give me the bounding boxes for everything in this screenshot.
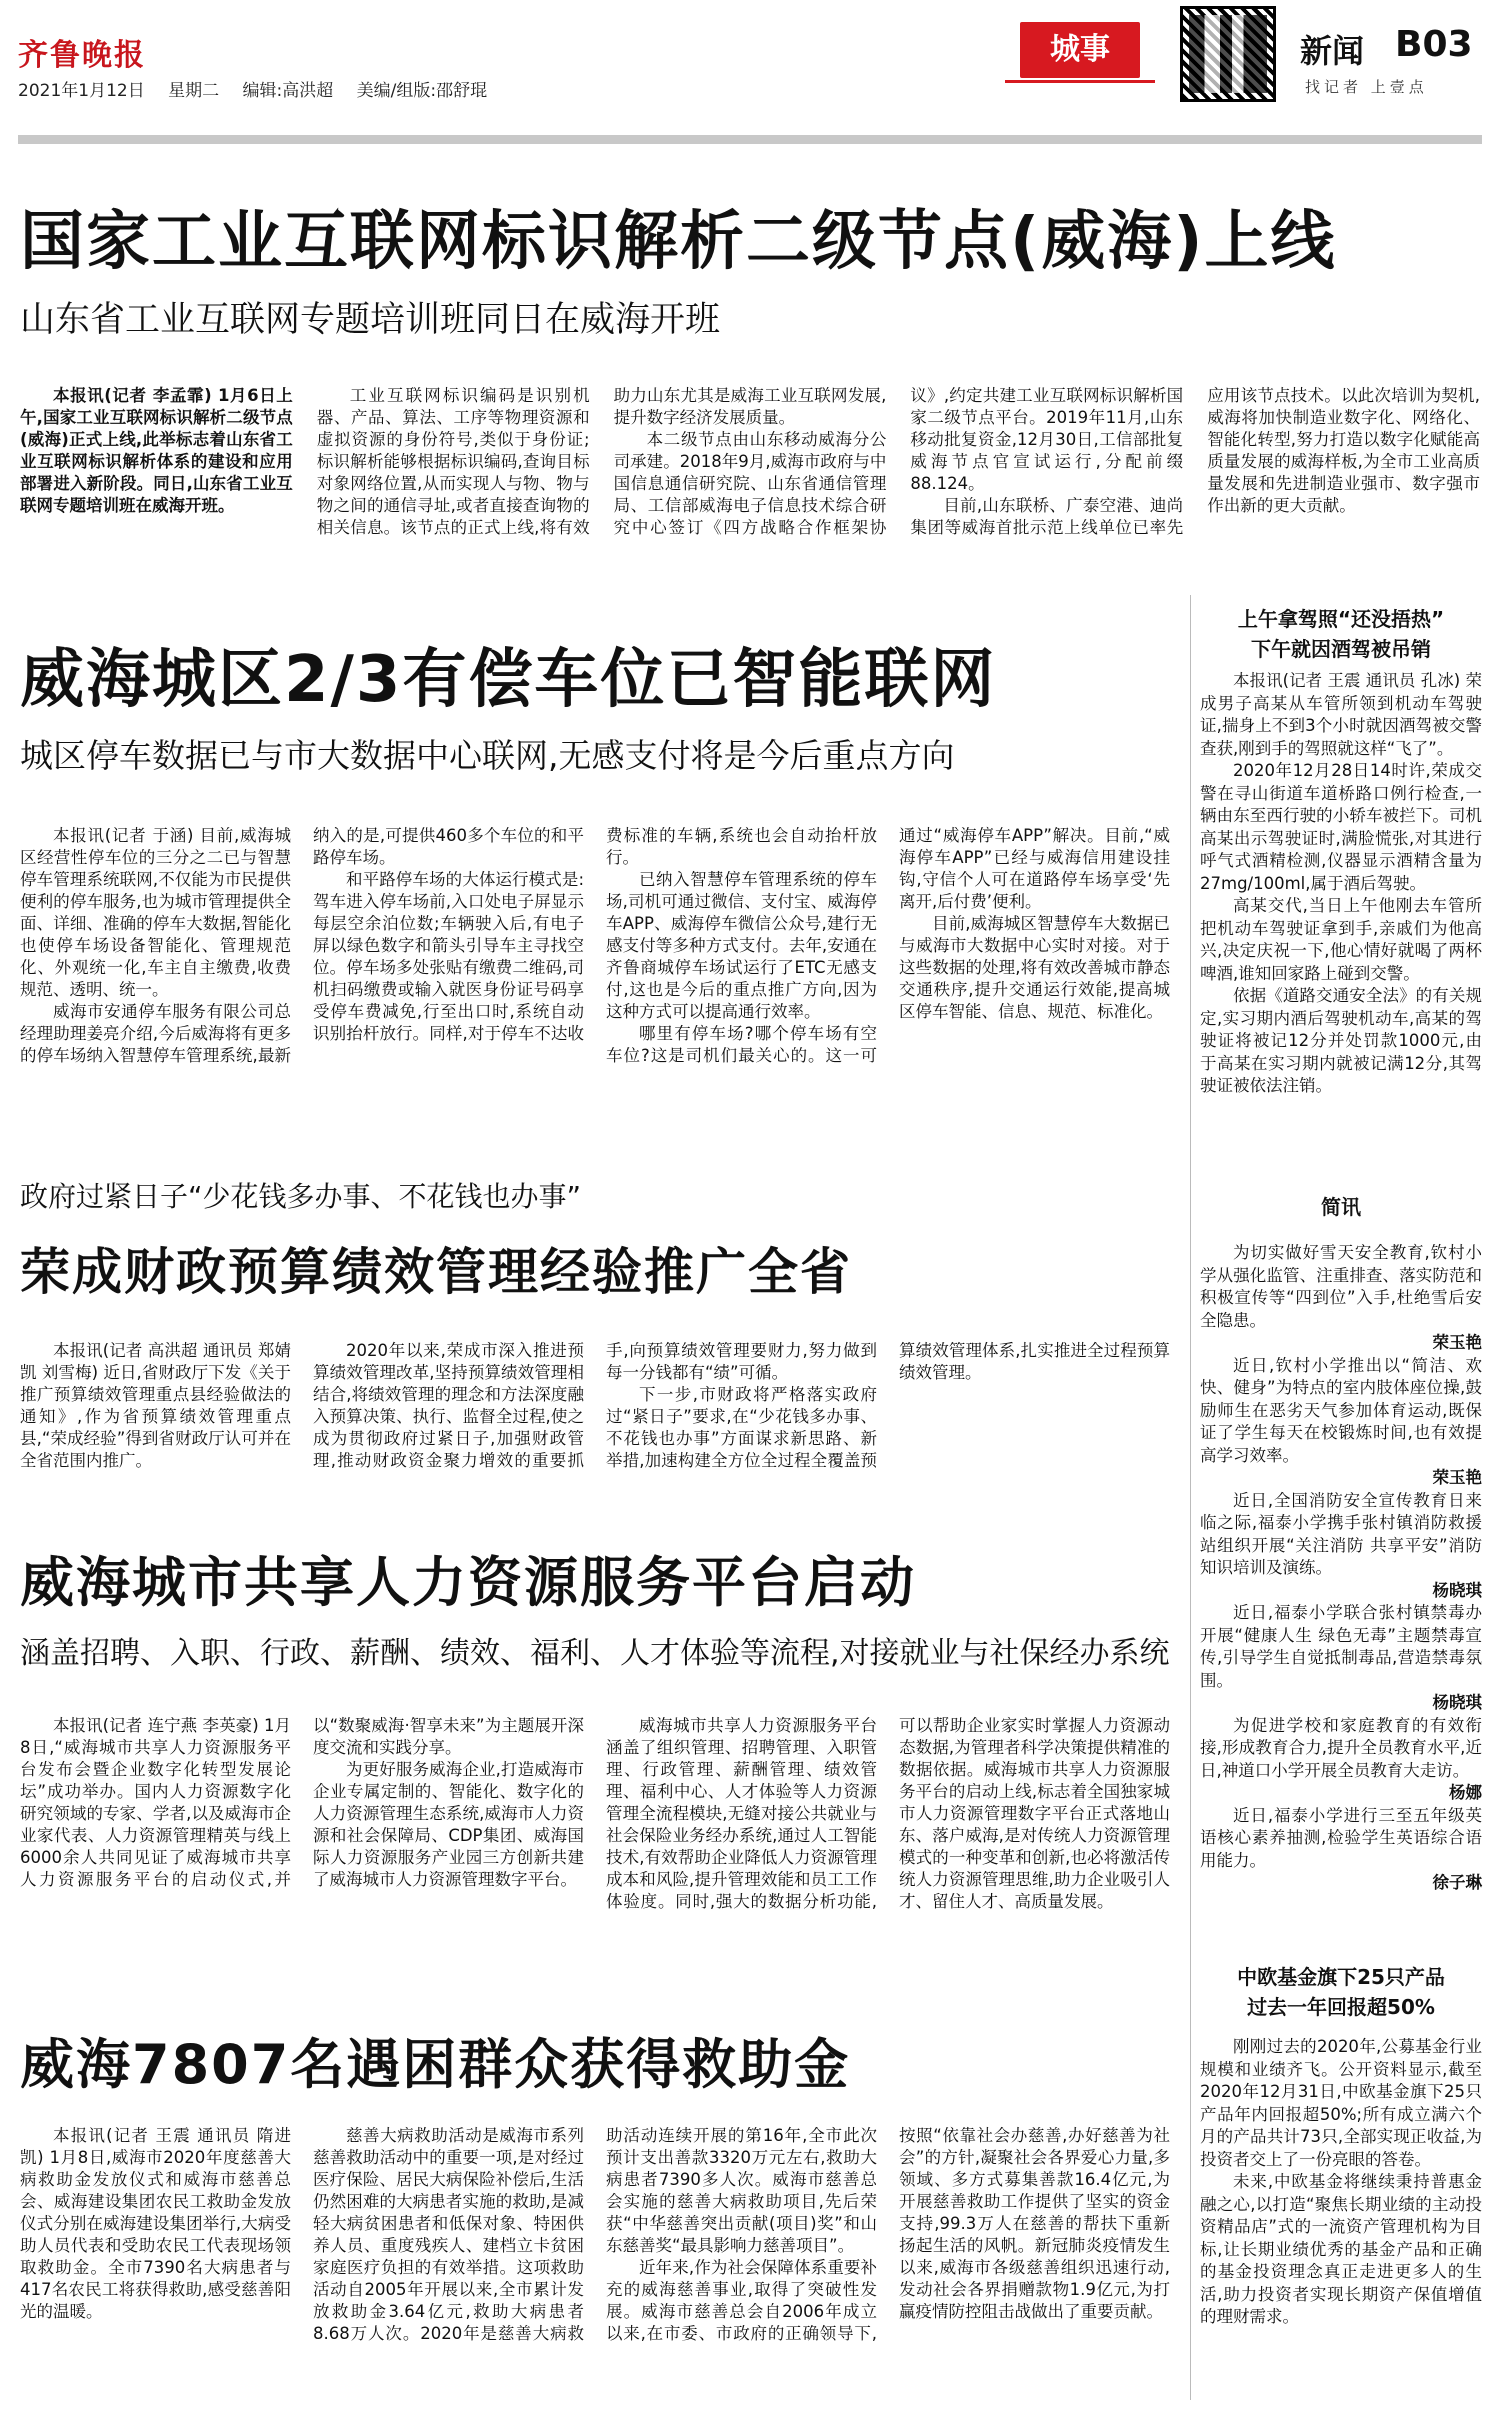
sidebar-briefs: [1200, 1192, 1482, 1895]
section-tag-rule: [1005, 80, 1155, 83]
article4-para: 威海城市共享人力资源服务平台涵盖了组织管理、招聘管理、入职管理、行政管理、薪酬管理、绩效管理、福利中心、人才体验等人力资源管理全流程模块,无缝对接公共就业与社会保险业务经办系统,通过人工智能技术,有效帮助企业降低人力资源管理成本和风险,提升管理效能和员工工作体验度。同时,强大的数据分析功能,可以帮助企业家实时掌握人力资源动态数据,为管理者科学决策提供精准的数据依据。威海城市共享人力资源服务平台的启动上线,标志着全国独家城市人力资源管理数字平台正式落地山东、落户威海,是对传统人力资源管理模式的一种变革和创新,也必将激活传统人力资源管理思维,助力企业吸引人才、留住人才、高质量发展。: [606, 1716, 1170, 1911]
article4-subhead: 涵盖招聘、入职、行政、薪酬、绩效、福利、人才体验等流程,对接就业与社保经办系统: [20, 1636, 1170, 1671]
article5-para: 本报讯(记者 王震 通讯员 隋进凯) 1月8日,威海市2020年度慈善大病救助金发放仪式和威海市慈善总会、威海建设集团农民工救助金发放仪式分别在威海建设集团举行,大病受助人员代表和受助农民工代表现场领取救助金。全市7390名大病患者与417名农民工将获得救助,感受慈善阳光的温暖。: [20, 2126, 291, 2321]
article4-para: 为更好服务威海企业,打造威海市企业专属定制的、智能化、数字化的人力资源管理生态系统,威海市人力资源和社会保障局、CDP集团、威海国际人力资源服务产业园三方创新共建了威海城市人力资源管理数字平台。: [313, 1760, 584, 1889]
brief-text: 为切实做好雪天安全教育,钦村小学从强化监管、注重排查、落实防范和积极宣传等“四到位”入手,杜绝雪后安全隐患。: [1200, 1243, 1482, 1330]
article1-para: 本二级节点由山东移动威海分公司承建。2018年9月,威海市政府与中国信息通信研究院、山东省通信管理局、工信部威海电子信息技术综合研究中心签订《四方战略合作框架协议》,约定共建工业互联网标识解析国家二级节点平台。2019年11月,山东移动批复资金,12月30日,工信部批复威海节点官宣试运行,分配前缀88.124。: [613, 386, 1184, 537]
article3-kicker: 政府过紧日子“少花钱多办事、不花钱也办事”: [20, 1180, 582, 1213]
sidebar-story1: [1200, 604, 1482, 1175]
masthead-logo: 齐鲁晚报: [18, 38, 146, 73]
article1-body: [20, 385, 1480, 585]
article1-para: 本报讯(记者 李孟霏) 1月6日上午,国家工业互联网标识解析二级节点(威海)正式上线,此举标志着山东省工业互联网标识解析体系的建设和应用部署进入新阶段。同日,山东省工业互联网专题培训班在威海开班。: [20, 386, 293, 515]
sidebar-divider: [1190, 595, 1191, 2400]
article2-subhead: 城区停车数据已与市大数据中心联网,无感支付将是今后重点方向: [20, 736, 955, 775]
designer-credit: 美编/组版:邵舒琨: [356, 81, 488, 101]
news-label: 新闻: [1300, 32, 1365, 70]
sidebar-story2: [1200, 1962, 1482, 2406]
article3-body: [20, 1340, 1170, 1490]
brief-item: [1200, 1490, 1482, 1580]
article2-para: 已纳入智慧停车管理系统的停车场,司机可通过微信、支付宝、威海停车APP、威海停车微信公众号,建行无感支付等多种方式支付。去年,安通在齐鲁商城停车场试运行了ETC无感支付,这也是今后的重点推广方向,因为这种方式可以提高通行效率。: [606, 870, 877, 1021]
brief-text: 近日,福泰小学进行三至五年级英语核心素养抽测,检验学生英语综合语用能力。: [1200, 1805, 1482, 1870]
brief-item: [1200, 1715, 1482, 1783]
brief-author: 荣玉艳: [1432, 1468, 1482, 1487]
article5-body: [20, 2125, 1170, 2400]
sidebar-story2-para: 刚刚过去的2020年,公募基金行业规模和业绩齐飞。公开资料显示,截至2020年12月31日,中欧基金旗下25只产品年内回报超50%;所有成立满六个月的产品共计73只,全部实现正收益,为投资者交上了一份亮眼的答卷。: [1200, 2037, 1482, 2169]
article5-headline: 威海7807名遇困群众获得救助金: [20, 2033, 851, 2096]
sidebar-story1-para: 本报讯(记者 王震 通讯员 孔冰) 荣成男子高某从车管所领到机动车驾驶证,揣身上不到3个小时就因酒驾被交警查获,刚到手的驾照就这样“飞了”。: [1200, 671, 1482, 758]
brief-text: 近日,钦村小学推出以“简洁、欢快、健身”为特点的室内肢体座位操,鼓励师生在恶劣天气参加体育运动,既保证了学生每天在校锻炼时间,也有效提高学习效率。: [1200, 1355, 1482, 1465]
brief-author: 荣玉艳: [1432, 1333, 1482, 1352]
issue-date: 2021年1月12日: [18, 81, 145, 101]
article2-para: 和平路停车场的大体运行模式是:驾车进入停车场前,入口处电子屏显示每层空余泊位数;车辆驶入后,有电子屏以绿色数字和箭头引导车主寻找空位。停车场多处张贴有缴费二维码,司机扫码缴费或输入就医身份证号码享受停车费减免,行至出口时,系统自动识别抬杆放行。同样,对于停车不达收费标准的车辆,系统也会自动抬杆放行。: [313, 826, 877, 1043]
sidebar-story2-body: [1200, 2036, 1482, 2406]
brief-text: 近日,全国消防安全宣传教育日来临之际,福泰小学携手张村镇消防救援站组织开展“关注消防 共享平安”消防知识培训及演练。: [1200, 1490, 1482, 1577]
article1-para: 目前,山东联桥、广泰空港、迪尚集团等威海首批示范上线单位已率先应用该节点技术。以此次培训为契机,威海将加快制造业数字化、网络化、智能化转型,努力打造以数字化赋能高质量发展的威海样板,为全市工业高质量发展和先进制造业强市、数字强市作出新的更大贡献。: [910, 386, 1480, 537]
brief-text: 近日,福泰小学联合张村镇禁毒办开展“健康人生 绿色无毒”主题禁毒宣传,引导学生自觉抵制毒品,营造禁毒氛围。: [1200, 1603, 1482, 1690]
article1-subhead: 山东省工业互联网专题培训班同日在威海开班: [20, 300, 721, 340]
article5-para: 慈善大病救助活动是威海市系列慈善救助活动中的重要一项,是对经过医疗保险、居民大病保险补偿后,生活仍然困难的大病患者实施的救助,是减轻大病贫困患者和低保对象、特困供养人员、重度残疾人、建档立卡贫困家庭医疗负担的有效举措。这项救助活动自2005年开展以来,全市累计发放救助金3.64亿元,救助大病患者8.68万人次。2020年是慈善大病救助活动连续开展的第16年,全市此次预计支出善款3320万元左右,救助大病患者7390多人次。威海市慈善总会实施的慈善大病救助项目,先后荣获“中华慈善突出贡献(项目)奖”和山东慈善奖“最具影响力慈善项目”。: [313, 2126, 877, 2343]
sidebar-story1-title-line2: 下午就因酒驾被吊销: [1251, 637, 1431, 661]
article3-para: 下一步,市财政将严格落实政府过“紧日子”要求,在“少花钱多办事、不花钱也办事”方面谋求新思路、新举措,加速构建全方位全过程全覆盖预算绩效管理体系,扎实推进全过程预算绩效管理。: [606, 1341, 1170, 1470]
sidebar-story1-para: 2020年12月28日14时许,荣成交警在寻山街道车道桥路口例行检查,一辆由东至西行驶的小轿车被拦下。司机高某出示驾驶证时,满脸慌张,对其进行呼气式酒精检测,仪器显示酒精含量为27mg/100ml,属于酒后驾驶。: [1200, 761, 1482, 893]
article4-body: [20, 1715, 1170, 1985]
page-slogan: 找记者 上壹点: [1305, 78, 1428, 96]
brief-item: [1200, 1355, 1482, 1468]
brief-author: 杨娜: [1449, 1783, 1482, 1802]
article4-para: 本报讯(记者 连宁燕 李英豪) 1月8日,“威海城市共享人力资源服务平台发布会暨企业数字化转型发展论坛”成功举办。国内人力资源数字化研究领域的专家、学者,以及威海市企业家代表、人力资源管理精英与线上6000余人共同见证了威海城市共享人力资源服务平台的启动仪式,并以“数聚威海·智享未来”为主题展开深度交流和实践分享。: [20, 1716, 584, 1889]
article3-headline: 荣成财政预算绩效管理经验推广全省: [20, 1243, 852, 1301]
article2-body: [20, 825, 1170, 1130]
brief-author: 徐子琳: [1432, 1873, 1482, 1892]
dateline: [18, 76, 505, 101]
article2-para: 目前,威海城区智慧停车大数据已与威海市大数据中心实时对接。对于这些数据的处理,将有效改善城市静态交通秩序,提升交通运行效能,提高城区停车智能、信息、规范、标准化。: [899, 914, 1170, 1021]
article3-para: 本报讯(记者 高洪超 通讯员 郑婧凯 刘雪梅) 近日,省财政厅下发《关于推广预算绩效管理重点县经验做法的通知》,作为省预算绩效管理重点县,“荣成经验”得到省财政厅认可并在全省范围内推广。: [20, 1341, 291, 1470]
page-number: B03: [1395, 24, 1473, 65]
brief-author: 杨晓琪: [1432, 1580, 1482, 1600]
article1-para: 工业互联网标识编码是识别机器、产品、算法、工序等物理资源和虚拟资源的身份符号,类似于身份证;标识解析能够根据标识编码,查询目标对象网络位置,从而实现人与物、物与物之间的通信寻址,或者直接查询物的相关信息。该节点的正式上线,将有效助力山东尤其是威海工业互联网发展,提升数字经济发展质量。: [316, 386, 887, 537]
sidebar-story1-para: 高某交代,当日上午他刚去车管所把机动车驾驶证拿到手,亲戚们为他高兴,决定庆祝一下,他心情好就喝了两杯啤酒,谁知回家路上碰到交警。: [1200, 896, 1482, 983]
sidebar-story2-para: 未来,中欧基金将继续秉持普惠金融之心,以打造“聚焦长期业绩的主动投资精品店”式的一流资产管理机构为目标,让长期业绩优秀的基金产品和正确的基金投资理念真正走进更多人的生活,助力投资者实现长期资产保值增值的理财需求。: [1200, 2172, 1482, 2326]
editor-credit: 编辑:高洪超: [242, 81, 334, 101]
article2-para: 哪里有停车场?哪个停车场有空车位?这是司机们最关心的。这一可通过“威海停车APP”解决。目前,“威海停车APP”已经与威海信用建设挂钩,守信个人可在道路停车场享受‘先离开,后付费’便利。: [606, 826, 1170, 1065]
brief-item: [1200, 1602, 1482, 1692]
article2-para: 本报讯(记者 于涵) 目前,威海城区经营性停车位的三分之二已与智慧停车管理系统联网,不仅能为市民提供便利的停车服务,也为城市管理提供全面、详细、准确的停车大数据,智能化也使停车场设备智能化、管理规范化、外观统一化,车主自主缴费,收费规范、透明、统一。: [20, 826, 291, 999]
sidebar-story2-title-line1: 中欧基金旗下25只产品: [1237, 1965, 1445, 1989]
brief-author: 杨晓琪: [1432, 1693, 1482, 1712]
brief-item: [1200, 1242, 1482, 1332]
brief-text: 为促进学校和家庭教育的有效衔接,形成教育合力,提升全员教育水平,近日,神道口小学开展全员教育大走访。: [1200, 1715, 1482, 1780]
sidebar-story1-body: [1200, 670, 1482, 1175]
sidebar-story1-title-line1: 上午拿驾照“还没捂热”: [1237, 607, 1445, 631]
header-divider: [18, 135, 1482, 144]
article5-para: 近年来,作为社会保障体系重要补充的威海慈善事业,取得了突破性发展。威海市慈善总会自2006年成立以来,在市委、市政府的正确领导下,按照“依靠社会办慈善,办好慈善为社会”的方针,凝聚社会各界爱心力量,多领域、多方式募集善款16.4亿元,为开展慈善救助工作提供了坚实的资金支持,99.3万人在慈善的帮扶下重新扬起生活的风帆。新冠肺炎疫情发生以来,威海市各级慈善组织迅速行动,发动社会各界捐赠款物1.9亿元,为打赢疫情防控阻击战做出了重要贡献。: [606, 2126, 1170, 2343]
article1-headline: 国家工业互联网标识解析二级节点(威海)上线: [20, 205, 1337, 279]
issue-weekday: 星期二: [168, 81, 220, 101]
article4-headline: 威海城市共享人力资源服务平台启动: [20, 1551, 916, 1614]
sidebar-story2-title-line2: 过去一年回报超50%: [1247, 1995, 1435, 2019]
briefs-title: 简讯: [1321, 1195, 1361, 1219]
article2-headline: 威海城区2/3有偿车位已智能联网: [20, 643, 997, 717]
article3-para: 2020年以来,荣成市深入推进预算绩效管理改革,坚持预算绩效管理相结合,将绩效管理的理念和方法深度融入预算决策、执行、监督全过程,使之成为贯彻政府过紧日子,加强财政管理,推动财政资金聚力增效的重要抓手,向预算绩效管理要财力,努力做到每一分钱都有“绩”可循。: [313, 1341, 877, 1470]
article2-para: 威海市安通停车服务有限公司总经理助理姜亮介绍,今后威海将有更多的停车场纳入智慧停车管理系统,最新纳入的是,可提供460多个车位的和平路停车场。: [20, 826, 584, 1065]
section-tag: 城事: [1020, 22, 1140, 78]
qr-code-icon: [1180, 6, 1276, 102]
sidebar-story1-para: 依据《道路交通安全法》的有关规定,实习期内酒后驾驶机动车,高某的驾驶证将被记12分并处罚款1000元,由于高某在实习期内就被记满12分,其驾驶证被依法注销。: [1200, 986, 1482, 1095]
brief-item: [1200, 1805, 1482, 1873]
